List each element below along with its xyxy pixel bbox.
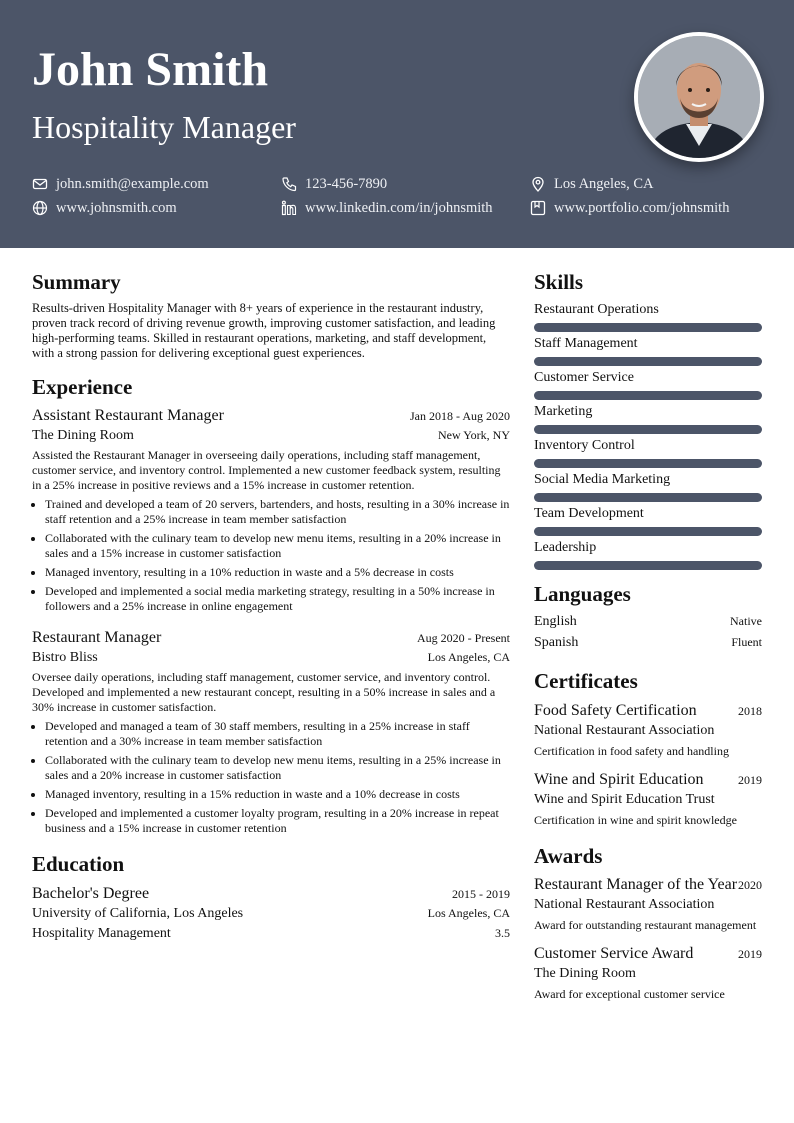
skills-list xyxy=(534,301,762,570)
contact-website[interactable] xyxy=(32,198,177,218)
job-title: Restaurant Manager xyxy=(32,629,162,647)
skill-item xyxy=(534,437,762,468)
language-name: Spanish xyxy=(534,635,579,651)
skill-level-bar xyxy=(534,493,762,502)
languages-heading: Languages xyxy=(534,582,631,607)
skills-heading: Skills xyxy=(534,270,584,294)
certificate-desc: Certification in food safety and handling xyxy=(534,743,729,758)
certificate-item xyxy=(534,770,762,830)
job-location: Los Angeles, CA xyxy=(427,650,510,665)
skill-item xyxy=(534,403,762,434)
job-dates: Jan 2018 - Aug 2020 xyxy=(410,409,510,424)
certificate-title: Food Safety Certification xyxy=(534,701,697,719)
skill-bar-track xyxy=(534,561,762,570)
job-bullet: • Collaborated with the culinary team to develop new menu items, resulting in a 25% increase in sales and a 20% increase in customer satisfaction xyxy=(45,753,510,783)
skill-bar-track xyxy=(534,493,762,502)
contact-portfolio-text: www.portfolio.com/johnsmith xyxy=(554,199,730,216)
skill-item xyxy=(534,505,762,536)
awards-heading: Awards xyxy=(534,843,603,868)
award-year: 2020 xyxy=(738,877,762,892)
language-level: Fluent xyxy=(731,635,762,650)
certificate-year: 2018 xyxy=(738,703,762,718)
contact-portfolio[interactable] xyxy=(530,198,729,218)
job-location: New York, NY xyxy=(437,428,510,443)
resume-header xyxy=(0,0,794,248)
skill-name: Leadership xyxy=(534,540,597,556)
award-item xyxy=(534,875,762,935)
job-bullet: • Developed and managed a team of 30 staff members, resulting in a 25% increase in staff retention and a 30% increase in team member satisfaction xyxy=(45,719,510,749)
certificate-title: Wine and Spirit Education xyxy=(534,770,704,788)
contact-location-text: Los Angeles, CA xyxy=(554,175,654,192)
certificate-org: Wine and Spirit Education Trust xyxy=(534,791,715,807)
left-column xyxy=(32,270,510,944)
skill-bar-track xyxy=(534,527,762,536)
skill-item xyxy=(534,471,762,502)
skill-item xyxy=(534,539,762,570)
job-bullet: • Managed inventory, resulting in a 10% reduction in waste and a 5% decrease in costs xyxy=(45,565,510,580)
candidate-name: John Smith xyxy=(32,43,269,96)
contact-phone-text: 123-456-7890 xyxy=(305,175,388,192)
summary-text: Results-driven Hospitality Manager with 8+ years of experience in the restaurant industry, proven track record of driving revenue growth, improving customer satisfaction, and leading high-performing teams. Skilled in restaurant operations, marketing, and staff development, with a strong passion for delivering exceptional guest experiences. xyxy=(32,301,496,361)
job-dates: Aug 2020 - Present xyxy=(417,631,510,646)
skill-name: Inventory Control xyxy=(534,438,635,454)
skill-bar-track xyxy=(534,425,762,434)
certificates-heading: Certificates xyxy=(534,669,638,694)
language-name: English xyxy=(534,614,577,630)
phone-icon xyxy=(281,176,297,192)
skill-bar-track xyxy=(534,323,762,332)
skill-level-bar xyxy=(534,561,762,570)
candidate-title: Hospitality Manager xyxy=(32,109,296,145)
contact-website-text: www.johnsmith.com xyxy=(56,199,177,216)
contact-linkedin-text: www.linkedin.com/in/johnsmith xyxy=(305,199,493,216)
portfolio-icon xyxy=(530,200,546,216)
mail-icon xyxy=(32,176,48,192)
job-bullets xyxy=(32,719,510,836)
skill-item xyxy=(534,301,762,332)
job-description: Assisted the Restaurant Manager in overseeing daily operations, including staff management, customer service, and inventory control. Implemented a new customer feedback system, resulting in a 25% increase in positive reviews and a 15% increase in customer retention. xyxy=(32,448,501,493)
skill-name: Social Media Marketing xyxy=(534,472,671,488)
education-heading: Education xyxy=(32,852,125,877)
skill-name: Team Development xyxy=(534,506,644,522)
certificate-item xyxy=(534,701,762,761)
education-item xyxy=(32,884,510,944)
skill-level-bar xyxy=(534,527,762,536)
skill-level-bar xyxy=(534,425,762,434)
location-pin-icon xyxy=(530,176,546,192)
experience-item xyxy=(32,406,510,614)
skill-level-bar xyxy=(534,357,762,366)
linkedin-icon xyxy=(281,200,297,216)
award-item xyxy=(534,944,762,1004)
skill-level-bar xyxy=(534,459,762,468)
right-column xyxy=(534,270,762,1004)
skill-name: Customer Service xyxy=(534,370,634,386)
field-of-study: Hospitality Management xyxy=(32,925,171,941)
job-bullet: • Developed and implemented a customer loyalty program, resulting in a 20% increase in repeat business and a 15% increase in customer retention xyxy=(45,806,510,836)
contact-phone[interactable] xyxy=(281,174,387,194)
award-year: 2019 xyxy=(738,946,762,961)
skill-bar-track xyxy=(534,459,762,468)
award-title: Restaurant Manager of the Year xyxy=(534,875,738,893)
job-company: Bistro Bliss xyxy=(32,650,98,666)
contact-linkedin[interactable] xyxy=(281,198,493,218)
job-title: Assistant Restaurant Manager xyxy=(32,407,224,425)
skill-name: Restaurant Operations xyxy=(534,302,659,318)
degree: Bachelor's Degree xyxy=(32,884,150,902)
award-org: National Restaurant Association xyxy=(534,896,715,912)
job-bullet: • Managed inventory, resulting in a 15% reduction in waste and a 10% decrease in costs xyxy=(45,787,510,802)
job-company: The Dining Room xyxy=(32,428,134,444)
education-dates: 2015 - 2019 xyxy=(452,886,510,901)
school: University of California, Los Angeles xyxy=(32,905,244,921)
job-bullet: • Trained and developed a team of 20 servers, bartenders, and hosts, resulting in a 30% increase in staff retention and a 25% increase in team member satisfaction xyxy=(45,497,510,527)
contact-email[interactable] xyxy=(32,174,209,194)
job-description: Oversee daily operations, including staff management, customer service, and inventory control. Developed and implemented a new restaurant concept, resulting in a 50% increase in sales and a 30% increase in customer satisfaction. xyxy=(32,670,496,715)
skill-name: Marketing xyxy=(534,404,593,420)
skill-item xyxy=(534,369,762,400)
certificate-org: National Restaurant Association xyxy=(534,722,715,738)
experience-heading: Experience xyxy=(32,375,133,400)
globe-icon xyxy=(32,200,48,216)
award-desc: Award for outstanding restaurant management xyxy=(534,917,757,932)
job-bullet: • Developed and implemented a social media marketing strategy, resulting in a 50% increase in followers and a 25% increase in online engagement xyxy=(45,584,510,614)
experience-item xyxy=(32,628,510,836)
skill-level-bar xyxy=(534,391,762,400)
job-bullet: • Collaborated with the culinary team to develop new menu items, resulting in a 20% increase in sales and a 15% increase in customer satisfaction xyxy=(45,531,510,561)
certificate-year: 2019 xyxy=(738,772,762,787)
language-item xyxy=(534,632,762,653)
skill-name: Staff Management xyxy=(534,336,638,352)
language-item xyxy=(534,611,762,632)
skill-item xyxy=(534,335,762,366)
certificate-desc: Certification in wine and spirit knowledge xyxy=(534,812,737,827)
language-level: Native xyxy=(730,614,762,629)
summary-heading: Summary xyxy=(32,270,121,294)
award-desc: Award for exceptional customer service xyxy=(534,986,725,1001)
profile-photo xyxy=(634,32,764,162)
gpa: 3.5 xyxy=(495,925,510,940)
contact-email-text: john.smith@example.com xyxy=(56,175,209,192)
award-title: Customer Service Award xyxy=(534,944,694,962)
school-location: Los Angeles, CA xyxy=(427,905,510,920)
skill-bar-track xyxy=(534,391,762,400)
skill-level-bar xyxy=(534,323,762,332)
job-bullets xyxy=(32,497,510,614)
skill-bar-track xyxy=(534,357,762,366)
award-org: The Dining Room xyxy=(534,965,636,981)
contact-location xyxy=(530,174,653,194)
languages-list xyxy=(534,611,762,653)
